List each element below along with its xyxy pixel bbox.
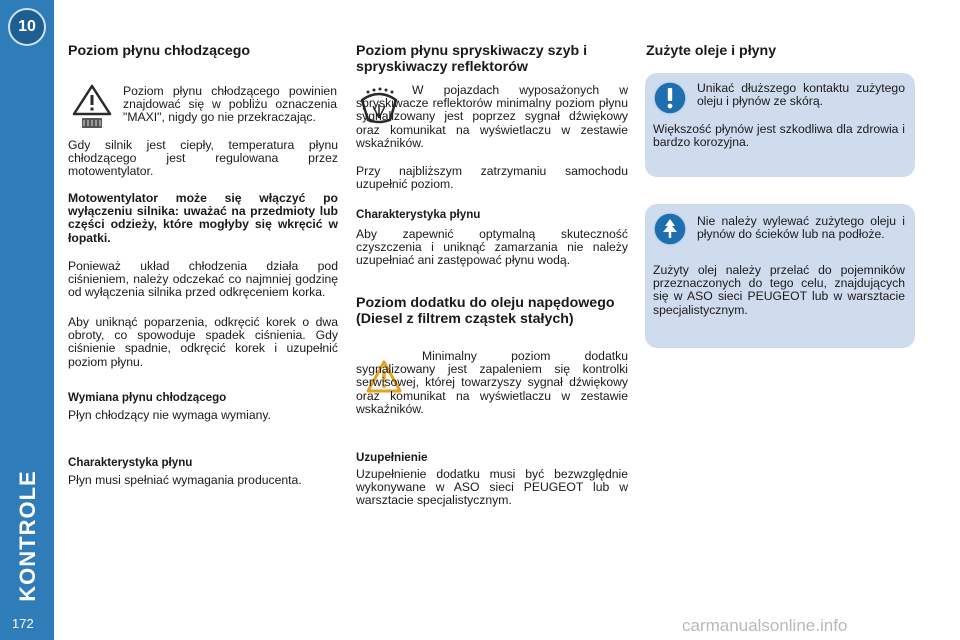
coolant-spec-heading: Charakterystyka płynu [68, 456, 193, 469]
section-title: KONTROLE [15, 470, 40, 602]
washer-p1: W pojazdach wyposażonych w spryskiwacze reflektorów minimalny poziom płynu sygnalizowany jest poprzez sygnał dźwiękowy oraz komunikat na wyświetlaczu w zestawie wskaźników. [356, 83, 628, 150]
additive-p1: Minimalny poziom dodatku sygnalizowany jest zapaleniem się kontrolki serwisowej, której towarzyszy sygnał dźwiękowy oraz komunikat na wyświetlaczu w zestawie wskaźników. [356, 349, 628, 416]
coolant-title: Poziom płynu chłodzącego [68, 43, 251, 59]
chapter-sidebar [0, 0, 54, 640]
box2-p2: Zużyty olej należy przelać do pojemników przeznaczonych do tego celu, znajdujących się w ASO sieci PEUGEOT lub w warsztacie specjalistycznym. [653, 263, 905, 317]
caution-exclamation-icon [653, 81, 687, 115]
washer-title: Poziom płynu spryskiwaczy szyb i spryskiwaczy reflektorów [356, 43, 588, 75]
coolant-section [68, 44, 340, 60]
engine-warning-icon [72, 84, 112, 130]
page-number: 172 [12, 616, 34, 631]
coolant-p3: Ponieważ układ chłodzenia działa pod ciśnieniem, należy odczekać co najmniej godzinę od wyłączenia silnika przed odkręceniem korka. [68, 259, 338, 300]
coolant-spec-text: Płyn musi spełniać wymagania producenta. [68, 473, 302, 487]
used-oil-title: Zużyte oleje i płyny [646, 43, 777, 59]
environment-tree-icon [653, 212, 687, 246]
coolant-p4: Aby uniknąć poparzenia, odkręcić korek o dwa obroty, co spowoduje spadek ciśnienia. Gdy ciśnienie spadnie, odkręcić korek i uzupełnić poziom płynu. [68, 315, 338, 369]
fan-warning: Motowentylator może się włączyć po wyłączeniu silnika: uważać na przedmioty lub części odzieży, które mogłyby się wkręcić w łopatki. [68, 191, 338, 245]
box2-p1: Nie należy wylewać zużytego oleju i płynów do ścieków lub na podłoże. [697, 214, 905, 242]
washer-spec-heading: Charakterystyka płynu [356, 208, 481, 221]
box1-p2: Większość płynów jest szkodliwa dla zdrowia i bardzo korozyjna. [653, 122, 905, 150]
chapter-badge [8, 8, 46, 46]
skin-contact-notice [645, 73, 915, 177]
washer-p2: Przy najbliższym zatrzymaniu samochodu uzupełnić poziom. [356, 164, 628, 192]
additive-title: Poziom dodatku do oleju napędowego (Diesel z filtrem cząstek stałych) [356, 295, 615, 327]
chapter-number: 10 [18, 18, 36, 35]
additive-refill-text: Uzupełnienie dodatku musi być bezwzględnie wykonywane w ASO sieci PEUGEOT lub w warsztacie specjalistycznym. [356, 467, 628, 508]
coolant-replace-text: Płyn chłodzący nie wymaga wymiany. [68, 408, 271, 422]
coolant-level-warning: Poziom płynu chłodzącego powinien znajdować się w pobliżu oznaczenia "MAXI", nigdy go nie przekraczając. [123, 84, 337, 125]
environment-notice [645, 204, 915, 348]
watermark: carmanualsonline.info [682, 616, 848, 635]
washer-spec-text: Aby zapewnić optymalną skuteczność czyszczenia i uniknąć zamarzania nie należy uzupełniać ani zastępować płynu wodą. [356, 227, 628, 268]
section-title-vertical [4, 466, 52, 606]
coolant-p1: Gdy silnik jest ciepły, temperatura płynu chłodzącego jest regulowana przez motowentylator. [68, 138, 338, 179]
additive-refill-heading: Uzupełnienie [356, 451, 428, 464]
box1-p1: Unikać dłuższego kontaktu zużytego oleju i płynów ze skórą. [697, 81, 905, 109]
coolant-replace-heading: Wymiana płynu chłodzącego [68, 391, 227, 404]
